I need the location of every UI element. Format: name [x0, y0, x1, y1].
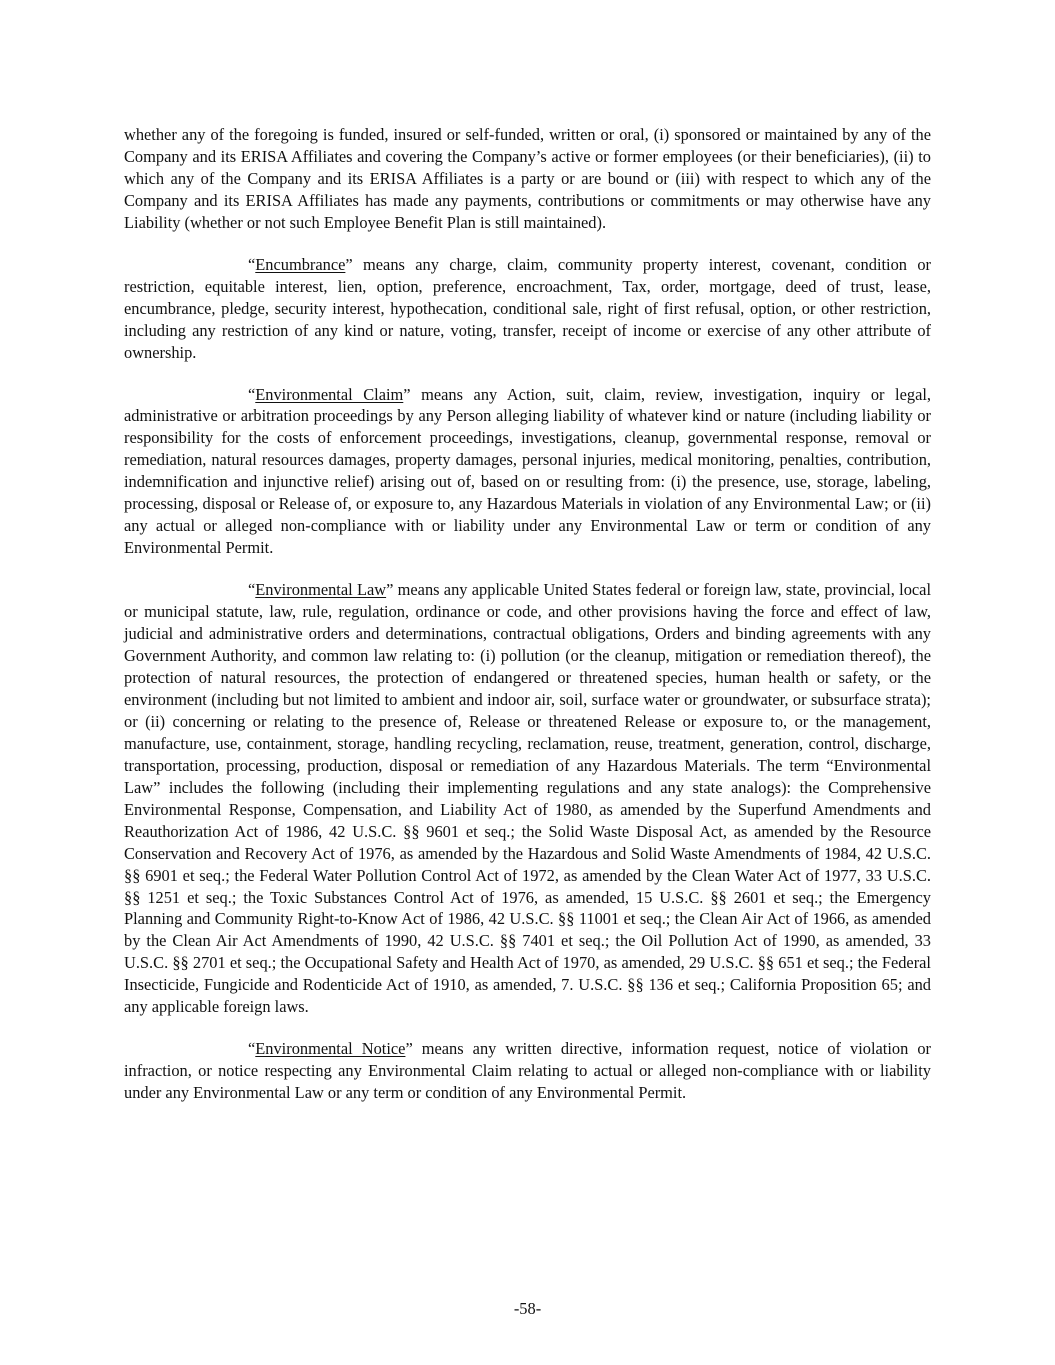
definition-text: means any written directive, information request, notice of violation or infraction, or notice respecting any Environmental Claim relating to actual or alleged non-compliance with or liability under any Environmental Law or any term or condition of any Environmental Permit. — [124, 1039, 931, 1103]
close-quote: ” — [345, 254, 353, 274]
definition-text: means any applicable United States federal or foreign law, state, provincial, local or municipal statute, law, rule, regulation, ordinance or code, and other provisions having the force and effect of law, judicial and administrative orders and determinations, contractual obligations, Orders and binding agreements with any Government Authority, and common law relating to: (i) pollution (or the cleanup, mitigation or remediation thereof), the protection of natural resources, the protection of endangered or threatened species, human health or safety, or the environment (including but not limited to ambient and indoor air, soil, surface water or groundwater, or subsurface strata); or (ii) concerning or relating to the presence of, Release or threatened Release or exposure to, or the management, manufacture, use, containment, storage, handling recycling, reclamation, reuse, treatment, generation, control, discharge, transportation, processing, production, disposal or remediation of any Hazardous Materials. The term “Environmental Law” includes the following (including their implementing regulations and any state analogs): the Comprehensive Environmental Response, Compensation, and Liability Act of 1980, as amended by the Superfund Amendments and Reauthorization Act of 1986, 42 U.S.C. §§ 9601 et seq.; the Solid Waste Disposal Act, as amended by the Resource Conservation and Recovery Act of 1976, as amended by the Hazardous and Solid Waste Amendments of 1984, 42 U.S.C. §§ 6901 et seq.; the Federal Water Pollution Control Act of 1972, as amended by the Clean Water Act of 1977, 33 U.S.C. §§ 1251 et seq.; the Toxic Substances Control Act of 1976, as amended, 15 U.S.C. §§ 2601 et seq.; the Emergency Planning and Community Right-to-Know Act of 1986, 42 U.S.C. §§ 11001 et seq.; the Clean Air Act of 1966, as amended by the Clean Air Act Amendments of 1990, 42 U.S.C. §§ 7401 et seq.; the Oil Pollution Act of 1990, as amended, 33 U.S.C. §§ 2701 et seq.; the Occupational Safety and Health Act of 1970, as amended, 29 U.S.C. §§ 651 et seq.; the Federal Insecticide, Fungicide and Rodenticide Act of 1910, as amended, 7. U.S.C. §§ 136 et seq.; California Proposition 65; and any applicable foreign laws. — [124, 580, 931, 1017]
paragraph-text: whether any of the foregoing is funded, insured or self-funded, written or oral, (i) sponsored or maintained by any of the Company and its ERISA Affiliates and covering the Company’s active or former employees (or their beneficiaries), (ii) to which any of the Company and its ERISA Affiliates is a party or are bound or (iii) with respect to which any of the Company and its ERISA Affiliates has made any payments, contributions or commitments or may otherwise have any Liability (whether or not such Employee Benefit Plan is still maintained). — [124, 125, 931, 232]
definition-encumbrance — [124, 254, 931, 364]
close-quote: ” — [403, 384, 411, 404]
defined-term: Environmental Law — [255, 580, 387, 600]
open-quote: “ — [248, 580, 256, 600]
open-quote: “ — [248, 1039, 256, 1059]
close-quote: ” — [386, 580, 394, 600]
defined-term: Encumbrance — [255, 254, 346, 274]
defined-term: Environmental Notice — [255, 1039, 406, 1059]
document-page — [124, 124, 931, 1124]
close-quote: ” — [405, 1039, 413, 1059]
definition-text: means any Action, suit, claim, review, investigation, inquiry or legal, administrative or arbitration proceedings by any Person alleging liability of whatever kind or nature (including liability or responsibility for the costs of enforcement proceedings, investigations, cleanup, governmental response, removal or remediation, natural resources damages, property damages, personal injuries, medical monitoring, penalties, contribution, indemnification and injunctive relief) arising out of, based on or resulting from: (i) the presence, use, storage, labeling, processing, disposal or Release of, or exposure to, any Hazardous Materials in violation of any Environmental Law; or (ii) any actual or alleged non-compliance with or liability under any Environmental Law or term or condition of any Environmental Permit. — [124, 384, 931, 558]
definition-text: means any charge, claim, community property interest, covenant, condition or restriction, equitable interest, lien, option, preference, encroachment, Tax, order, mortgage, deed of trust, lease, encumbrance, pledge, security interest, hypothecation, conditional sale, right of first refusal, option, or other restriction, including any restriction of any kind or nature, voting, transfer, receipt of income or exercise of any other attribute of ownership. — [124, 254, 931, 362]
page-number: -58- — [513, 1299, 542, 1318]
open-quote: “ — [248, 254, 256, 274]
paragraph-benefit-plan-continuation — [124, 124, 931, 234]
defined-term: Environmental Claim — [255, 384, 404, 404]
definition-environmental-law — [124, 579, 931, 1018]
definition-environmental-notice — [124, 1038, 931, 1104]
open-quote: “ — [248, 384, 256, 404]
definition-environmental-claim — [124, 384, 931, 560]
